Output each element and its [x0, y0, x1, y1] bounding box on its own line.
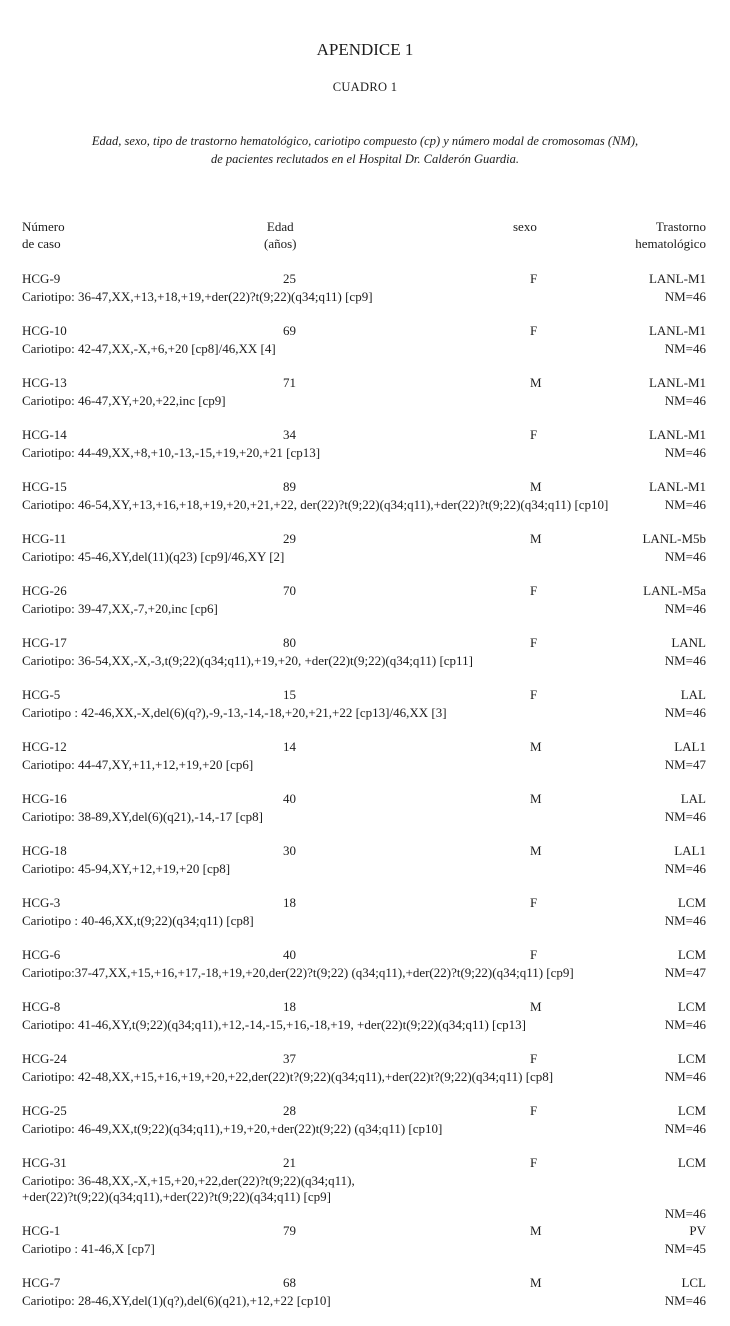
case-number: HCG-25 [22, 1103, 67, 1118]
case-number: HCG-24 [22, 1051, 67, 1066]
case-modal-number: NM=46 [664, 445, 706, 460]
case-record [0, 270, 730, 322]
case-karyotype: Cariotipo: 36-54,XX,-X,-3,t(9;22)(q34;q11),+19,+20, +der(22)t(9;22)(q34;q11) [cp11] [22, 653, 473, 668]
case-karyotype: Cariotipo: 45-94,XY,+12,+19,+20 [cp8] [22, 861, 231, 876]
case-disorder: LANL-M1 [648, 323, 706, 338]
case-record [0, 1102, 730, 1154]
case-record [0, 322, 730, 374]
case-sex: M [530, 999, 542, 1014]
case-disorder: LAL1 [674, 739, 706, 754]
case-age: 89 [283, 479, 296, 494]
case-header-line-2: de caso [22, 236, 61, 251]
case-disorder: LAL [680, 687, 706, 702]
case-number: HCG-11 [22, 531, 67, 546]
case-record [0, 634, 730, 686]
column-header-disorder [635, 218, 706, 252]
case-age: 30 [283, 843, 296, 858]
case-record [0, 1274, 730, 1326]
case-record [0, 1222, 730, 1274]
case-karyotype: Cariotipo : 42-46,XX,-X,del(6)(q?),-9,-13,-14,-18,+20,+21,+22 [cp13]/46,XX [3] [22, 705, 447, 720]
case-sex: F [530, 583, 538, 598]
case-number: HCG-9 [22, 271, 61, 286]
case-disorder: LANL [671, 635, 706, 650]
case-modal-number: NM=47 [664, 965, 706, 980]
case-age: 80 [283, 635, 296, 650]
case-modal-number: NM=46 [664, 601, 706, 616]
table-caption [0, 132, 730, 168]
case-age: 37 [283, 1051, 296, 1066]
case-number: HCG-13 [22, 375, 67, 390]
case-sex: F [530, 635, 538, 650]
case-disorder: LANL-M1 [648, 427, 706, 442]
case-record [0, 1050, 730, 1102]
case-modal-number: NM=46 [664, 289, 706, 304]
case-karyotype: Cariotipo : 40-46,XX,t(9;22)(q34;q11) [cp8] [22, 913, 254, 928]
case-age: 18 [283, 895, 296, 910]
case-disorder: LANL-M1 [648, 375, 706, 390]
case-sex: F [530, 1103, 538, 1118]
case-sex: M [530, 375, 542, 390]
case-age: 40 [283, 947, 296, 962]
case-karyotype-continued: +der(22)?t(9;22)(q34;q11),+der(22)?t(9;22)(q34;q11) [cp9] [22, 1189, 331, 1204]
case-karyotype: Cariotipo:37-47,XX,+15,+16,+17,-18,+19,+20,der(22)?t(9;22) (q34;q11),+der(22)?t(9;22)(q34;q11) [cp9] [22, 965, 574, 980]
case-modal-number: NM=46 [664, 705, 706, 720]
case-sex: M [530, 791, 542, 806]
case-record [0, 426, 730, 478]
case-number: HCG-15 [22, 479, 67, 494]
sex-header: sexo [513, 219, 537, 234]
case-age: 71 [283, 375, 296, 390]
case-modal-number: NM=46 [664, 653, 706, 668]
case-record [0, 1154, 730, 1222]
case-number: HCG-10 [22, 323, 67, 338]
case-modal-number: NM=45 [664, 1241, 706, 1256]
case-age: 69 [283, 323, 296, 338]
case-modal-number: NM=46 [664, 341, 706, 356]
case-number: HCG-3 [22, 895, 61, 910]
case-modal-number: NM=46 [664, 809, 706, 824]
case-sex: F [530, 687, 538, 702]
case-record [0, 582, 730, 634]
case-number: HCG-7 [22, 1275, 61, 1290]
case-disorder: LCM [677, 1051, 706, 1066]
case-record [0, 790, 730, 842]
case-disorder: LCM [677, 1103, 706, 1118]
case-age: 34 [283, 427, 296, 442]
case-age: 40 [283, 791, 296, 806]
case-number: HCG-6 [22, 947, 61, 962]
case-table [0, 270, 730, 1326]
case-record [0, 894, 730, 946]
case-karyotype: Cariotipo: 42-48,XX,+15,+16,+19,+20,+22,der(22)t?(9;22)(q34;q11),+der(22)t?(9;22)(q34;q11) [cp8] [22, 1069, 554, 1084]
case-modal-number: NM=46 [664, 497, 706, 512]
case-modal-number: NM=46 [664, 913, 706, 928]
case-header-line-1: Número [22, 219, 65, 234]
case-disorder: LCM [677, 947, 706, 962]
case-sex: F [530, 271, 538, 286]
case-modal-number: NM=46 [664, 1293, 706, 1308]
case-disorder: LANL-M5a [643, 583, 706, 598]
case-age: 29 [283, 531, 296, 546]
case-age: 28 [283, 1103, 296, 1118]
caption-line-2: de pacientes reclutados en el Hospital Dr. Calderón Guardia. [210, 152, 520, 166]
case-disorder: LAL [680, 791, 706, 806]
case-number: HCG-26 [22, 583, 67, 598]
column-header-age [264, 218, 297, 252]
case-sex: F [530, 947, 538, 962]
case-age: 18 [283, 999, 296, 1014]
case-disorder: LCM [677, 999, 706, 1014]
case-record [0, 478, 730, 530]
case-disorder: LAL1 [674, 843, 706, 858]
case-age: 79 [283, 1223, 296, 1238]
table-number: CUADRO 1 [332, 80, 398, 94]
case-sex: M [530, 531, 542, 546]
case-record [0, 842, 730, 894]
case-karyotype: Cariotipo: 46-49,XX,t(9;22)(q34;q11),+19,+20,+der(22)t(9;22) (q34;q11) [cp10] [22, 1121, 443, 1136]
case-number: HCG-18 [22, 843, 67, 858]
case-disorder: LCM [677, 1155, 706, 1170]
case-number: HCG-31 [22, 1155, 67, 1170]
case-modal-number: NM=46 [664, 1206, 706, 1221]
case-record [0, 998, 730, 1050]
case-disorder: PV [689, 1223, 706, 1238]
case-age: 70 [283, 583, 296, 598]
disorder-header-line-1: Trastorno [655, 219, 706, 234]
case-karyotype: Cariotipo : 41-46,X [cp7] [22, 1241, 155, 1256]
case-karyotype: Cariotipo: 42-47,XX,-X,+6,+20 [cp8]/46,XX [4] [22, 341, 276, 356]
appendix-heading: APENDICE 1 [316, 40, 414, 59]
case-disorder: LCL [681, 1275, 706, 1290]
case-modal-number: NM=46 [664, 393, 706, 408]
column-header-sex [513, 218, 537, 235]
caption-line-1: Edad, sexo, tipo de trastorno hematológico, cariotipo compuesto (cp) y número modal de cromosomas (NM), [91, 134, 639, 148]
case-sex: M [530, 843, 542, 858]
disorder-header-line-2: hematológico [635, 236, 706, 251]
case-modal-number: NM=47 [664, 757, 706, 772]
case-record [0, 686, 730, 738]
case-number: HCG-8 [22, 999, 61, 1014]
case-modal-number: NM=46 [664, 549, 706, 564]
case-karyotype: Cariotipo: 44-49,XX,+8,+10,-13,-15,+19,+20,+21 [cp13] [22, 445, 321, 460]
case-record [0, 738, 730, 790]
case-age: 14 [283, 739, 296, 754]
case-age: 15 [283, 687, 296, 702]
case-karyotype: Cariotipo: 45-46,XY,del(11)(q23) [cp9]/46,XY [2] [22, 549, 285, 564]
case-sex: M [530, 1223, 542, 1238]
case-sex: F [530, 1155, 538, 1170]
case-number: HCG-14 [22, 427, 67, 442]
age-header-line-1: Edad [266, 219, 294, 234]
column-header-case-number [22, 218, 65, 252]
case-karyotype: Cariotipo: 46-54,XY,+13,+16,+18,+19,+20,+21,+22, der(22)?t(9;22)(q34;q11),+der(22)?t(9;22)(q34;q11) [cp10] [22, 497, 609, 512]
case-sex: F [530, 895, 538, 910]
case-record [0, 946, 730, 998]
case-karyotype: Cariotipo: 41-46,XY,t(9;22)(q34;q11),+12,-14,-15,+16,-18,+19, +der(22)t(9;22)(q34;q11) [cp13] [22, 1017, 526, 1032]
case-disorder: LANL-M5b [642, 531, 706, 546]
case-modal-number: NM=46 [664, 1121, 706, 1136]
case-number: HCG-1 [22, 1223, 61, 1238]
case-karyotype: Cariotipo: 36-47,XX,+13,+18,+19,+der(22)?t(9;22)(q34;q11) [cp9] [22, 289, 373, 304]
case-sex: F [530, 323, 538, 338]
case-number: HCG-12 [22, 739, 67, 754]
case-karyotype: Cariotipo: 36-48,XX,-X,+15,+20,+22,der(22)?t(9;22)(q34;q11), [22, 1173, 355, 1188]
case-karyotype: Cariotipo: 28-46,XY,del(1)(q?),del(6)(q21),+12,+22 [cp10] [22, 1293, 331, 1308]
case-karyotype: Cariotipo: 44-47,XY,+11,+12,+19,+20 [cp6] [22, 757, 254, 772]
case-age: 25 [283, 271, 296, 286]
case-record [0, 530, 730, 582]
case-modal-number: NM=46 [664, 1069, 706, 1084]
age-header-line-2: (años) [264, 236, 297, 251]
case-karyotype: Cariotipo: 39-47,XX,-7,+20,inc [cp6] [22, 601, 218, 616]
case-disorder: LANL-M1 [648, 479, 706, 494]
case-sex: M [530, 739, 542, 754]
case-sex: M [530, 1275, 542, 1290]
case-number: HCG-5 [22, 687, 61, 702]
case-karyotype: Cariotipo: 38-89,XY,del(6)(q21),-14,-17 [cp8] [22, 809, 263, 824]
case-modal-number: NM=46 [664, 1017, 706, 1032]
case-age: 68 [283, 1275, 296, 1290]
case-record [0, 374, 730, 426]
case-sex: F [530, 1051, 538, 1066]
case-sex: M [530, 479, 542, 494]
case-number: HCG-16 [22, 791, 67, 806]
case-karyotype: Cariotipo: 46-47,XY,+20,+22,inc [cp9] [22, 393, 226, 408]
case-modal-number: NM=46 [664, 861, 706, 876]
case-age: 21 [283, 1155, 296, 1170]
case-number: HCG-17 [22, 635, 67, 650]
case-sex: F [530, 427, 538, 442]
case-disorder: LANL-M1 [648, 271, 706, 286]
case-disorder: LCM [677, 895, 706, 910]
